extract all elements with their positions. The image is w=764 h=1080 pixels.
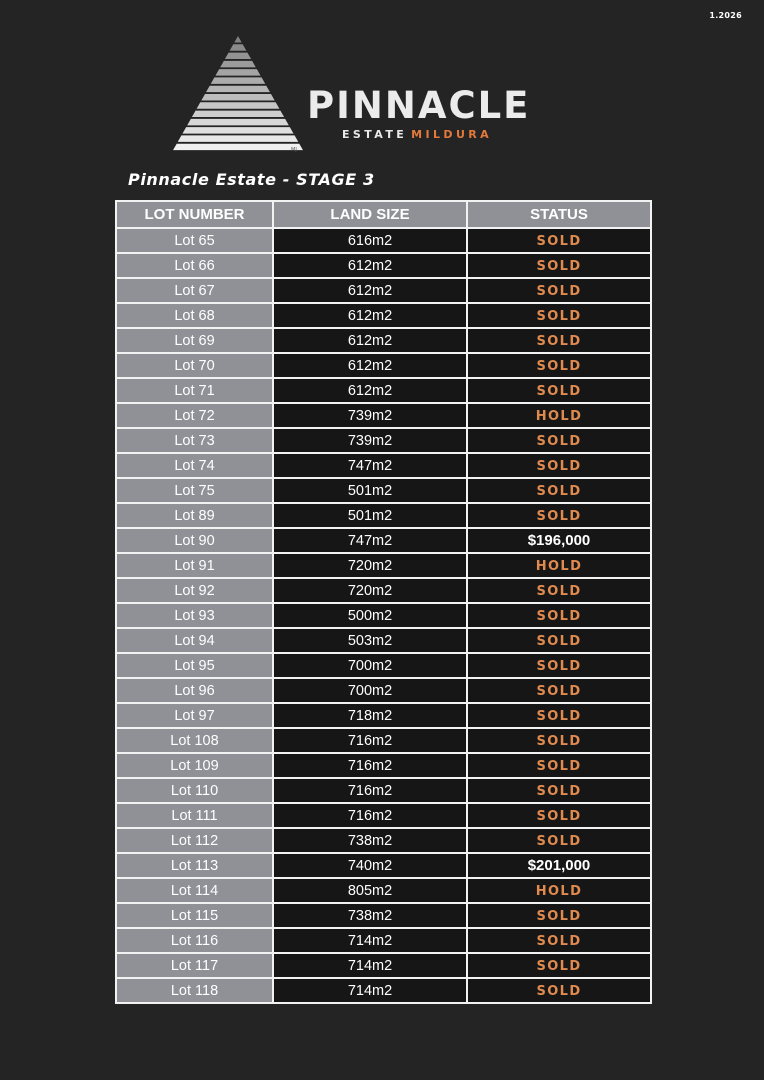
status-badge: SOLD [536, 333, 582, 349]
land-size-cell: 739m2 [273, 428, 467, 453]
pyramid-stripe [173, 144, 303, 150]
pyramid-stripe [192, 111, 284, 117]
table-row [116, 478, 651, 503]
status-badge: SOLD [536, 458, 582, 474]
lot-number-cell: Lot 115 [116, 903, 273, 928]
table-row [116, 578, 651, 603]
land-size-cell: 612m2 [273, 328, 467, 353]
status-cell [467, 853, 651, 878]
status-cell [467, 578, 651, 603]
lots-table [115, 200, 652, 1004]
status-cell [467, 628, 651, 653]
table-row [116, 528, 651, 553]
status-cell [467, 803, 651, 828]
status-cell [467, 228, 651, 253]
price-value: $201,000 [527, 857, 591, 874]
table-row [116, 878, 651, 903]
status-badge: SOLD [536, 233, 582, 249]
table-row [116, 828, 651, 853]
status-cell [467, 753, 651, 778]
lot-number-cell: Lot 92 [116, 578, 273, 603]
price-value: $196,000 [527, 532, 591, 549]
land-size-cell: 716m2 [273, 728, 467, 753]
status-badge: SOLD [536, 358, 582, 374]
land-size-cell: 738m2 [273, 903, 467, 928]
header-land-size: LAND SIZE [273, 201, 467, 228]
status-badge: HOLD [535, 558, 583, 574]
lot-number-cell: Lot 68 [116, 303, 273, 328]
table-row [116, 678, 651, 703]
pyramid-stripe [220, 61, 256, 67]
lot-number-cell: Lot 118 [116, 978, 273, 1003]
status-cell [467, 278, 651, 303]
land-size-cell: 714m2 [273, 928, 467, 953]
status-cell [467, 678, 651, 703]
table-row [116, 903, 651, 928]
status-cell [467, 928, 651, 953]
lot-number-cell: Lot 95 [116, 653, 273, 678]
brand-sub-place: MILDURA [411, 128, 493, 141]
lot-number-cell: Lot 112 [116, 828, 273, 853]
pyramid-stripe [234, 36, 241, 42]
table-header-row [116, 201, 651, 228]
land-size-cell: 700m2 [273, 653, 467, 678]
lot-number-cell: Lot 113 [116, 853, 273, 878]
land-size-cell: 718m2 [273, 703, 467, 728]
lot-number-cell: Lot 91 [116, 553, 273, 578]
lot-number-cell: Lot 74 [116, 453, 273, 478]
status-cell [467, 703, 651, 728]
logo [170, 34, 531, 158]
lot-number-cell: Lot 72 [116, 403, 273, 428]
status-cell [467, 953, 651, 978]
status-cell [467, 378, 651, 403]
status-cell [467, 428, 651, 453]
land-size-cell: 716m2 [273, 778, 467, 803]
lot-number-cell: Lot 110 [116, 778, 273, 803]
status-badge: SOLD [536, 433, 582, 449]
status-badge: SOLD [536, 983, 582, 999]
status-badge: SOLD [536, 758, 582, 774]
pyramid-stripe [201, 94, 274, 100]
land-size-cell: 720m2 [273, 578, 467, 603]
table-row [116, 753, 651, 778]
status-badge: SOLD [536, 283, 582, 299]
land-size-cell: 612m2 [273, 253, 467, 278]
status-badge: SOLD [536, 583, 582, 599]
land-size-cell: 612m2 [273, 303, 467, 328]
table-row [116, 728, 651, 753]
lot-number-cell: Lot 114 [116, 878, 273, 903]
land-size-cell: 612m2 [273, 278, 467, 303]
status-cell [467, 328, 651, 353]
status-cell [467, 553, 651, 578]
land-size-cell: 501m2 [273, 503, 467, 528]
table-row [116, 253, 651, 278]
status-cell [467, 503, 651, 528]
lot-number-cell: Lot 90 [116, 528, 273, 553]
status-cell [467, 303, 651, 328]
status-badge: SOLD [536, 733, 582, 749]
table-row [116, 378, 651, 403]
lot-number-cell: Lot 71 [116, 378, 273, 403]
table-row [116, 778, 651, 803]
pyramid-stripe [197, 102, 280, 108]
lot-number-cell: Lot 94 [116, 628, 273, 653]
status-cell [467, 253, 651, 278]
status-cell [467, 353, 651, 378]
status-badge: SOLD [536, 808, 582, 824]
table-row [116, 628, 651, 653]
table-row [116, 978, 651, 1003]
lot-number-cell: Lot 108 [116, 728, 273, 753]
status-badge: SOLD [536, 258, 582, 274]
brand-sub-estate: ESTATE [342, 128, 408, 141]
pyramid-stripe [225, 53, 251, 59]
status-badge: SOLD [536, 958, 582, 974]
land-size-cell: 500m2 [273, 603, 467, 628]
table-row [116, 428, 651, 453]
table-row [116, 553, 651, 578]
pyramid-stripe [178, 135, 298, 141]
lot-number-cell: Lot 116 [116, 928, 273, 953]
lot-number-cell: Lot 111 [116, 803, 273, 828]
land-size-cell: 716m2 [273, 753, 467, 778]
status-badge: SOLD [536, 383, 582, 399]
lot-number-cell: Lot 75 [116, 478, 273, 503]
table-row [116, 228, 651, 253]
table-row [116, 303, 651, 328]
status-cell [467, 978, 651, 1003]
table-row [116, 353, 651, 378]
brand-subtitle [342, 128, 492, 141]
land-size-cell: 612m2 [273, 378, 467, 403]
status-badge: SOLD [536, 783, 582, 799]
status-badge: SOLD [536, 633, 582, 649]
table-row [116, 928, 651, 953]
table-row [116, 853, 651, 878]
pyramid-stripe [182, 127, 293, 133]
header-lot-number: LOT NUMBER [116, 201, 273, 228]
status-badge: SOLD [536, 658, 582, 674]
table-row [116, 453, 651, 478]
status-badge: SOLD [536, 933, 582, 949]
status-cell [467, 728, 651, 753]
lot-number-cell: Lot 93 [116, 603, 273, 628]
lot-number-cell: Lot 109 [116, 753, 273, 778]
table-row [116, 603, 651, 628]
brand-name: PINNACLE [307, 84, 531, 127]
status-badge: SOLD [536, 708, 582, 724]
land-size-cell: 714m2 [273, 953, 467, 978]
land-size-cell: 616m2 [273, 228, 467, 253]
land-size-cell: 714m2 [273, 978, 467, 1003]
lot-number-cell: Lot 70 [116, 353, 273, 378]
status-cell [467, 603, 651, 628]
status-cell [467, 828, 651, 853]
lot-number-cell: Lot 66 [116, 253, 273, 278]
lot-number-cell: Lot 73 [116, 428, 273, 453]
stage-title: Pinnacle Estate - STAGE 3 [128, 170, 375, 189]
land-size-cell: 805m2 [273, 878, 467, 903]
pyramid-stripe [215, 69, 260, 75]
status-badge: SOLD [536, 508, 582, 524]
pyramid-logo-icon [170, 34, 310, 158]
lot-number-cell: Lot 65 [116, 228, 273, 253]
land-size-cell: 747m2 [273, 528, 467, 553]
status-cell [467, 778, 651, 803]
land-size-cell: 738m2 [273, 828, 467, 853]
status-badge: SOLD [536, 608, 582, 624]
status-badge: HOLD [535, 883, 583, 899]
land-size-cell: 747m2 [273, 453, 467, 478]
status-badge: SOLD [536, 833, 582, 849]
pyramid-stripe [230, 44, 247, 50]
status-badge: SOLD [536, 483, 582, 499]
status-cell [467, 403, 651, 428]
land-size-cell: 501m2 [273, 478, 467, 503]
lot-number-cell: Lot 67 [116, 278, 273, 303]
header-status: STATUS [467, 201, 651, 228]
status-cell [467, 653, 651, 678]
land-size-cell: 739m2 [273, 403, 467, 428]
status-cell [467, 478, 651, 503]
land-size-cell: 503m2 [273, 628, 467, 653]
status-badge: SOLD [536, 683, 582, 699]
table-row [116, 503, 651, 528]
lot-number-cell: Lot 69 [116, 328, 273, 353]
table-row [116, 653, 651, 678]
table-row [116, 953, 651, 978]
status-badge: SOLD [536, 908, 582, 924]
land-size-cell: 720m2 [273, 553, 467, 578]
status-cell [467, 528, 651, 553]
lot-number-cell: Lot 89 [116, 503, 273, 528]
version-label: 1.2026 [709, 11, 742, 20]
pyramid-stripe [187, 119, 289, 125]
pyramid-stripe [211, 77, 265, 83]
logo-mark: MJ [291, 147, 297, 153]
lot-number-cell: Lot 96 [116, 678, 273, 703]
table-row [116, 803, 651, 828]
table-row [116, 403, 651, 428]
table-row [116, 703, 651, 728]
lot-number-cell: Lot 97 [116, 703, 273, 728]
table-row [116, 278, 651, 303]
status-cell [467, 903, 651, 928]
pyramid-stripe [206, 86, 270, 92]
land-size-cell: 612m2 [273, 353, 467, 378]
status-badge: HOLD [535, 408, 583, 424]
land-size-cell: 700m2 [273, 678, 467, 703]
land-size-cell: 716m2 [273, 803, 467, 828]
table-row [116, 328, 651, 353]
lot-number-cell: Lot 117 [116, 953, 273, 978]
status-cell [467, 453, 651, 478]
status-badge: SOLD [536, 308, 582, 324]
land-size-cell: 740m2 [273, 853, 467, 878]
status-cell [467, 878, 651, 903]
